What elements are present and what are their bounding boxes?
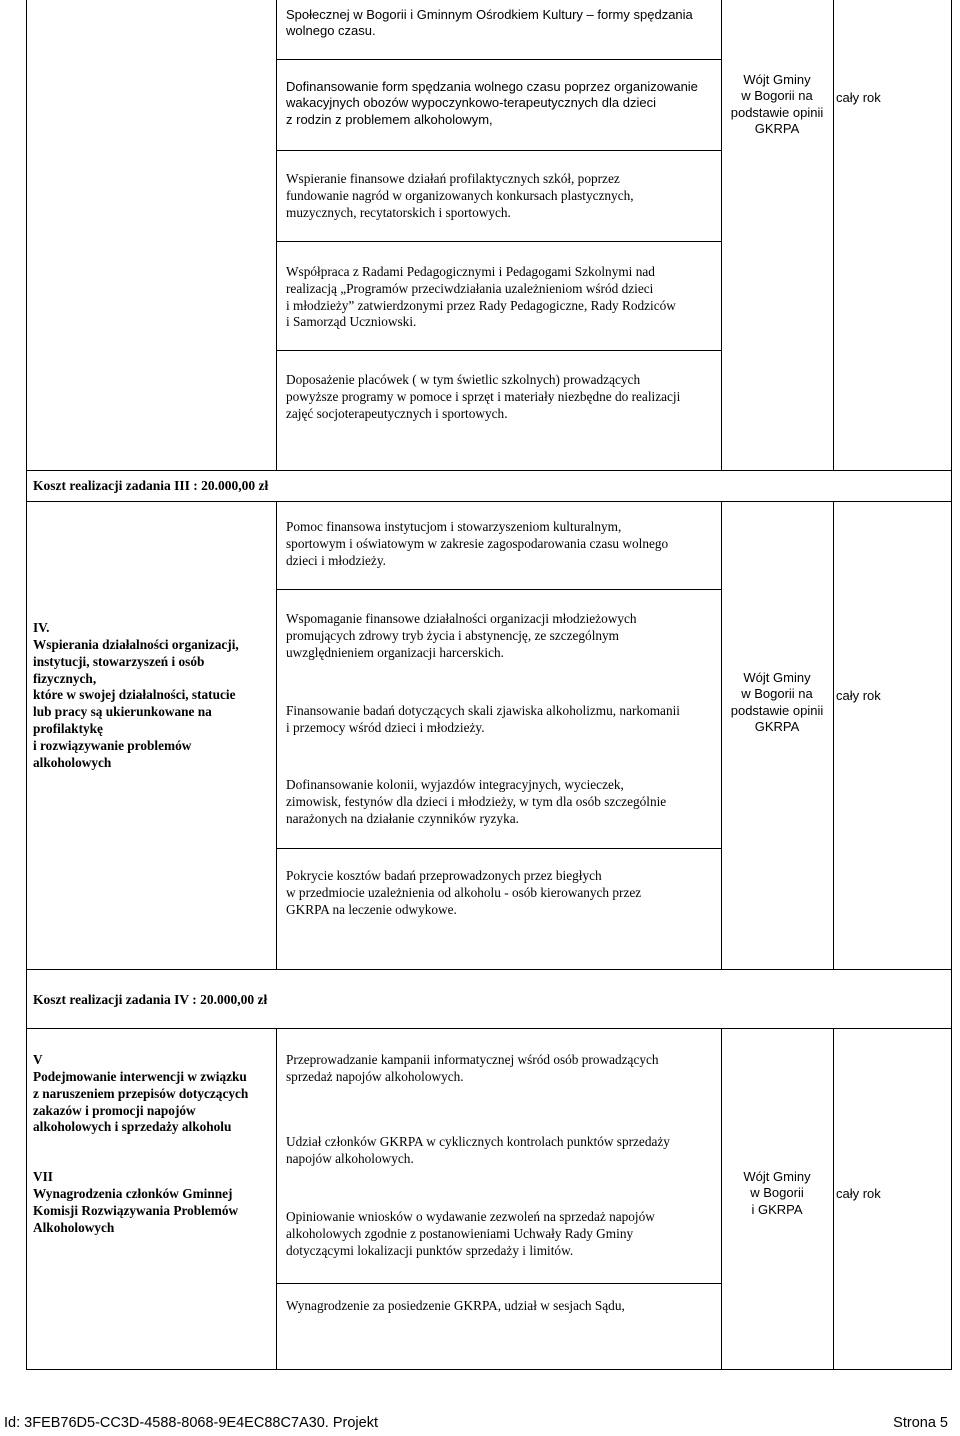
task-3-1: Dofinansowanie form spędzania wolnego czasu poprzez organizowanie wakacyjnych obozów wypoczynkowo-terapeutycznych dla dzieci z rodzin z problemem alkoholowym,	[286, 79, 698, 127]
column-divider	[721, 0, 722, 470]
row-divider	[276, 350, 721, 351]
task-4-4: Dofinansowanie kolonii, wyjazdów integracyjnych, wycieczek, zimowisk, festynów dla dzieci i młodzieży, w tym dla osób szczególnie narażonych na działanie czynników ryzyka.	[286, 777, 667, 826]
task-4-5: Pokrycie kosztów badań przeprowadzonych przez biegłych w przedmiocie uzależnienia od alkoholu - osób kierowanych przez GKRPA na leczenie odwykowe.	[286, 868, 642, 917]
page-number: Strona 5	[893, 1415, 948, 1431]
task-4-3: Finansowanie badań dotyczących skali zjawiska alkoholizmu, narkomanii i przemocy wśród dzieci i młodzieży.	[286, 703, 680, 735]
task-7-1: Wynagrodzenie za posiedzenie GKRPA, udział w sesjach Sądu,	[286, 1298, 625, 1313]
row-divider	[26, 1028, 952, 1029]
section-number: V	[33, 1052, 43, 1067]
row-divider	[276, 150, 721, 151]
task-3-2: Wspieranie finansowe działań profilaktycznych szkół, poprzez fundowanie nagród w organizowanych konkursach plastycznych, muzycznych, recytatorskich i sportowych.	[286, 171, 634, 220]
column-divider	[276, 501, 277, 969]
responsible-party: Wójt Gminy w Bogorii i GKRPA	[743, 1169, 811, 1217]
column-divider	[721, 501, 722, 969]
row-divider	[26, 969, 952, 970]
task-5-1: Przeprowadzanie kampanii informatycznej wśród osób prowadzących sprzedaż napojów alkoholowych.	[286, 1052, 659, 1084]
column-divider	[833, 501, 834, 969]
section-title: Podejmowanie interwencji w związku z naruszeniem przepisów dotyczących zakazów i promocji napojów alkoholowych i sprzedaży alkoholu	[33, 1069, 249, 1135]
responsible-party: Wójt Gminy w Bogorii na podstawie opinii GKRPA	[730, 72, 824, 137]
continued-text: Społecznej w Bogorii i Gminnym Ośrodkiem Kultury – formy spędzania wolnego czasu.	[286, 7, 693, 39]
section-title: Wynagrodzenia członków Gminnej Komisji Rozwiązywania Problemów Alkoholowych	[33, 1186, 239, 1235]
term: cały rok	[836, 688, 881, 703]
task-5-2: Udział członków GKRPA w cyklicznych kontrolach punktów sprzedaży napojów alkoholowych.	[286, 1134, 670, 1166]
column-divider	[833, 0, 834, 470]
section-number: VII	[33, 1169, 53, 1184]
row-divider	[276, 848, 721, 849]
column-divider	[721, 1028, 722, 1370]
cost-summary: Koszt realizacji zadania III : 20.000,00 zł	[33, 478, 269, 493]
task-3-4: Doposażenie placówek ( w tym świetlic szkolnych) prowadzących powyższe programy w pomoce i sprzęt i materiały niezbędne do realizacji zajęć socjoterapeutycznych i sportowych.	[286, 372, 681, 421]
document-id: Id: 3FEB76D5-CC3D-4588-8068-9E4EC88C7A30. Projekt	[4, 1415, 378, 1431]
row-divider	[276, 59, 721, 60]
term: cały rok	[836, 1186, 881, 1201]
term: cały rok	[836, 90, 881, 105]
column-divider	[276, 1028, 277, 1370]
cost-summary: Koszt realizacji zadania IV : 20.000,00 zł	[33, 992, 268, 1007]
row-divider	[276, 589, 721, 590]
row-divider	[26, 470, 952, 471]
responsible-party: Wójt Gminy w Bogorii na podstawie opinii GKRPA	[730, 670, 824, 735]
section-title: Wspierania działalności organizacji, instytucji, stowarzyszeń i osób fizycznych, które w swojej działalności, statucie lub pracy są ukierunkowane na profilaktykę i rozwiązywanie problemów alkoholowych	[33, 637, 239, 770]
task-3-3: Współpraca z Radami Pedagogicznymi i Pedagogami Szkolnymi nad realizacją „Programów przeciwdziałania uzależnieniom wśród dzieci i młodzieży” zatwierdzonymi przez Rady Pedagogiczne, Rady Rodziców i Samorząd Uczniowski.	[286, 264, 676, 330]
row-divider	[276, 1283, 721, 1284]
row-divider	[276, 241, 721, 242]
section-number: IV.	[33, 620, 50, 635]
column-divider	[276, 0, 277, 470]
row-divider	[26, 501, 952, 502]
task-4-2: Wspomaganie finansowe działalności organizacji młodzieżowych promujących zdrowy tryb życia i abstynencję, ze szczególnym uwzględnieniem organizacji harcerskich.	[286, 611, 637, 660]
task-5-3: Opiniowanie wniosków o wydawanie zezwoleń na sprzedaż napojów alkoholowych zgodnie z postanowieniami Uchwały Rady Gminy dotyczącymi lokalizacji punktów sprzedaży i limitów.	[286, 1209, 655, 1258]
column-divider	[833, 1028, 834, 1370]
task-4-1: Pomoc finansowa instytucjom i stowarzyszeniom kulturalnym, sportowym i oświatowym w zakresie zagospodarowania czasu wolnego dzieci i młodzieży.	[286, 519, 669, 568]
